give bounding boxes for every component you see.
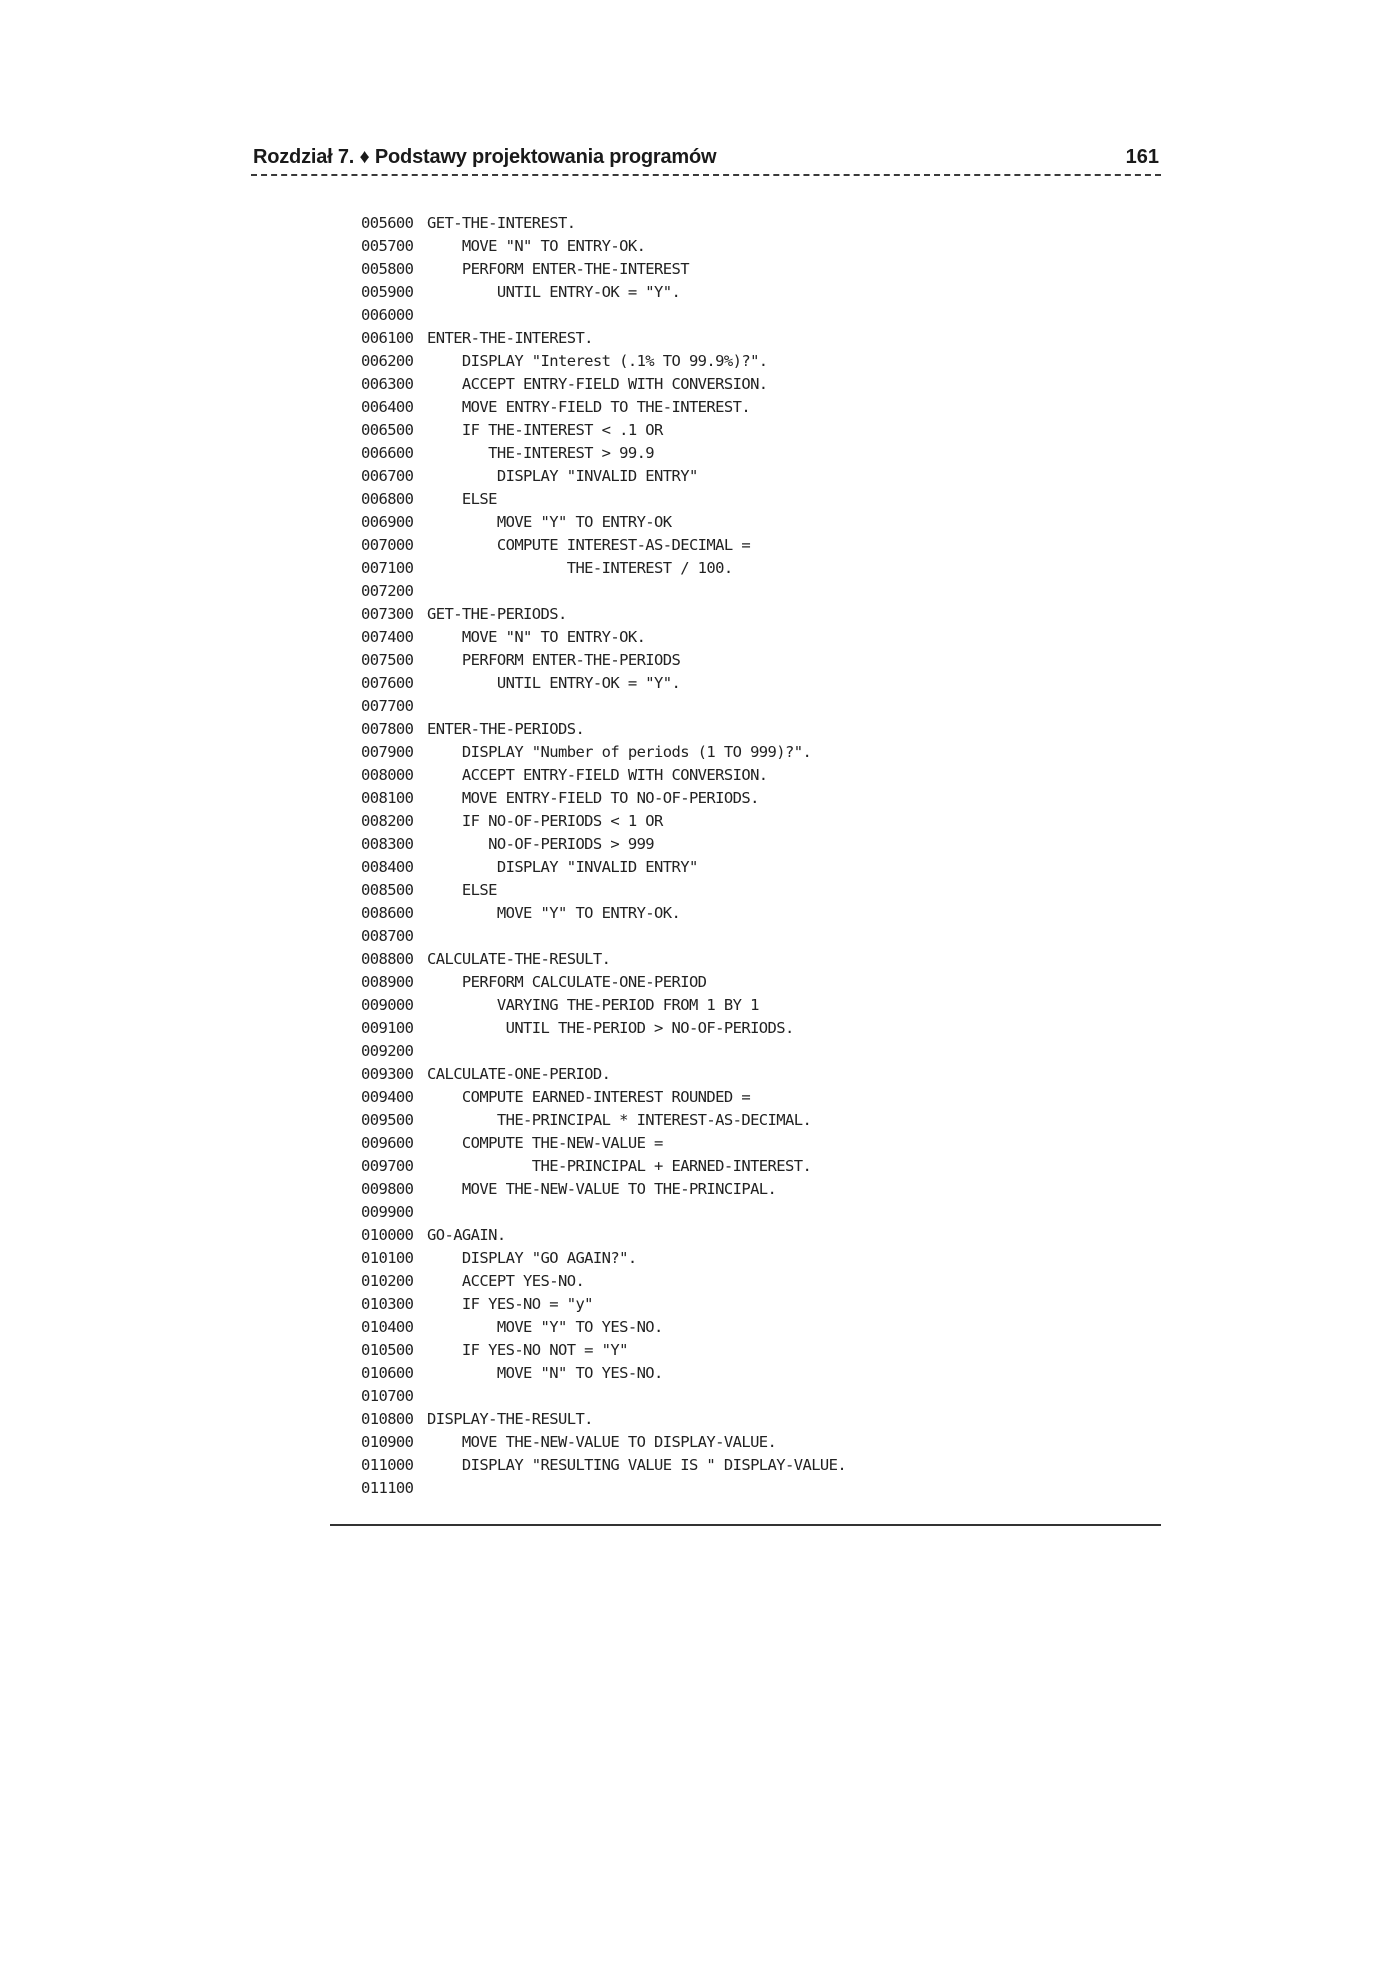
code-line [361, 396, 1141, 419]
line-code: NO-OF-PERIODS > 999 [427, 835, 655, 853]
line-number: 007700 [361, 697, 414, 715]
code-line [361, 1178, 1141, 1201]
line-number: 006800 [361, 490, 414, 508]
line-code: ACCEPT ENTRY-FIELD WITH CONVERSION. [427, 766, 768, 784]
line-number: 006500 [361, 421, 414, 439]
line-code: VARYING THE-PERIOD FROM 1 BY 1 [427, 996, 759, 1014]
code-line [361, 1477, 1141, 1500]
code-line [361, 557, 1141, 580]
code-line [361, 1155, 1141, 1178]
code-line [361, 1270, 1141, 1293]
line-number: 010700 [361, 1387, 414, 1405]
line-number: 008400 [361, 858, 414, 876]
line-code: UNTIL THE-PERIOD > NO-OF-PERIODS. [427, 1019, 794, 1037]
code-line [361, 810, 1141, 833]
line-code: ELSE [427, 490, 497, 508]
code-line [361, 580, 1141, 603]
line-number: 009000 [361, 996, 414, 1014]
code-line [361, 649, 1141, 672]
line-code: GET-THE-INTEREST. [427, 214, 576, 232]
code-line [361, 1224, 1141, 1247]
code-line [361, 603, 1141, 626]
line-code: COMPUTE EARNED-INTEREST ROUNDED = [427, 1088, 751, 1106]
code-line [361, 1431, 1141, 1454]
listing-bottom-rule [330, 1524, 1161, 1526]
code-line [361, 994, 1141, 1017]
line-number: 005600 [361, 214, 414, 232]
code-line [361, 281, 1141, 304]
line-number: 007000 [361, 536, 414, 554]
line-number: 008500 [361, 881, 414, 899]
line-number: 006200 [361, 352, 414, 370]
chapter-label: Rozdział 7. [253, 146, 355, 168]
line-number: 008800 [361, 950, 414, 968]
line-number: 010000 [361, 1226, 414, 1244]
line-number: 007500 [361, 651, 414, 669]
code-line [361, 1408, 1141, 1431]
line-number: 007400 [361, 628, 414, 646]
code-line [361, 1132, 1141, 1155]
line-number: 010300 [361, 1295, 414, 1313]
line-code: MOVE THE-NEW-VALUE TO DISPLAY-VALUE. [427, 1433, 777, 1451]
line-number: 009200 [361, 1042, 414, 1060]
line-number: 008100 [361, 789, 414, 807]
code-line [361, 304, 1141, 327]
line-number: 008200 [361, 812, 414, 830]
code-line [361, 373, 1141, 396]
code-line [361, 534, 1141, 557]
line-code: MOVE "N" TO ENTRY-OK. [427, 237, 646, 255]
code-line [361, 327, 1141, 350]
line-code: PERFORM ENTER-THE-PERIODS [427, 651, 681, 669]
line-number: 006600 [361, 444, 414, 462]
code-line [361, 212, 1141, 235]
code-listing [361, 212, 1141, 1500]
line-code: UNTIL ENTRY-OK = "Y". [427, 674, 681, 692]
code-line [361, 442, 1141, 465]
line-number: 010800 [361, 1410, 414, 1428]
code-line [361, 695, 1141, 718]
code-line [361, 672, 1141, 695]
chapter-title: Podstawy projektowania programów [374, 146, 717, 168]
code-line [361, 465, 1141, 488]
line-code: GET-THE-PERIODS. [427, 605, 567, 623]
code-line [361, 626, 1141, 649]
line-code: PERFORM ENTER-THE-INTEREST [427, 260, 689, 278]
line-code: THE-INTEREST / 100. [427, 559, 733, 577]
line-number: 009700 [361, 1157, 414, 1175]
code-line [361, 419, 1141, 442]
line-number: 010200 [361, 1272, 414, 1290]
line-number: 011000 [361, 1456, 414, 1474]
line-code: MOVE THE-NEW-VALUE TO THE-PRINCIPAL. [427, 1180, 777, 1198]
line-code: GO-AGAIN. [427, 1226, 506, 1244]
line-number: 009500 [361, 1111, 414, 1129]
line-number: 006900 [361, 513, 414, 531]
line-code: ACCEPT ENTRY-FIELD WITH CONVERSION. [427, 375, 768, 393]
line-code: DISPLAY "RESULTING VALUE IS " DISPLAY-VALUE. [427, 1456, 847, 1474]
line-code: UNTIL ENTRY-OK = "Y". [427, 283, 681, 301]
line-number: 008900 [361, 973, 414, 991]
line-code: MOVE "N" TO ENTRY-OK. [427, 628, 646, 646]
line-code: CALCULATE-ONE-PERIOD. [427, 1065, 611, 1083]
code-line [361, 1339, 1141, 1362]
code-line [361, 1385, 1141, 1408]
line-number: 010600 [361, 1364, 414, 1382]
code-line [361, 948, 1141, 971]
running-head [253, 146, 716, 169]
line-code: IF YES-NO NOT = "Y" [427, 1341, 628, 1359]
line-code: MOVE "Y" TO ENTRY-OK. [427, 904, 681, 922]
line-number: 010100 [361, 1249, 414, 1267]
line-number: 009800 [361, 1180, 414, 1198]
header-divider [251, 174, 1161, 176]
line-code: ACCEPT YES-NO. [427, 1272, 585, 1290]
code-line [361, 764, 1141, 787]
code-line [361, 488, 1141, 511]
code-line [361, 1109, 1141, 1132]
line-code: DISPLAY "Number of periods (1 TO 999)?". [427, 743, 812, 761]
line-code: DISPLAY "INVALID ENTRY" [427, 858, 698, 876]
code-line [361, 741, 1141, 764]
line-number: 006300 [361, 375, 414, 393]
code-line [361, 350, 1141, 373]
diamond-separator-icon: ♦ [359, 146, 370, 168]
line-code: ELSE [427, 881, 497, 899]
line-number: 007800 [361, 720, 414, 738]
line-number: 010400 [361, 1318, 414, 1336]
code-line [361, 235, 1141, 258]
code-line [361, 1454, 1141, 1477]
line-number: 011100 [361, 1479, 414, 1497]
line-code: THE-PRINCIPAL + EARNED-INTEREST. [427, 1157, 812, 1175]
line-number: 006400 [361, 398, 414, 416]
code-line [361, 1316, 1141, 1339]
line-number: 007100 [361, 559, 414, 577]
line-number: 006100 [361, 329, 414, 347]
line-number: 005700 [361, 237, 414, 255]
code-line [361, 1362, 1141, 1385]
code-line [361, 1063, 1141, 1086]
line-code: MOVE "Y" TO ENTRY-OK [427, 513, 672, 531]
line-code: COMPUTE THE-NEW-VALUE = [427, 1134, 663, 1152]
line-code: DISPLAY "INVALID ENTRY" [427, 467, 698, 485]
line-code: PERFORM CALCULATE-ONE-PERIOD [427, 973, 707, 991]
line-number: 007300 [361, 605, 414, 623]
code-line [361, 1293, 1141, 1316]
line-number: 007900 [361, 743, 414, 761]
line-number: 005800 [361, 260, 414, 278]
line-code: MOVE ENTRY-FIELD TO THE-INTEREST. [427, 398, 751, 416]
line-code: IF YES-NO = "y" [427, 1295, 593, 1313]
code-line [361, 787, 1141, 810]
page-number: 161 [1125, 146, 1159, 168]
code-line [361, 258, 1141, 281]
line-number: 007600 [361, 674, 414, 692]
code-line [361, 902, 1141, 925]
line-number: 010900 [361, 1433, 414, 1451]
line-number: 009100 [361, 1019, 414, 1037]
line-code: THE-PRINCIPAL * INTEREST-AS-DECIMAL. [427, 1111, 812, 1129]
line-code: IF NO-OF-PERIODS < 1 OR [427, 812, 663, 830]
line-code: DISPLAY-THE-RESULT. [427, 1410, 593, 1428]
line-number: 009300 [361, 1065, 414, 1083]
code-line [361, 1247, 1141, 1270]
line-number: 008000 [361, 766, 414, 784]
line-code: DISPLAY "GO AGAIN?". [427, 1249, 637, 1267]
code-line [361, 1017, 1141, 1040]
line-code: ENTER-THE-PERIODS. [427, 720, 585, 738]
line-number: 008700 [361, 927, 414, 945]
line-number: 008600 [361, 904, 414, 922]
code-line [361, 856, 1141, 879]
code-line [361, 1040, 1141, 1063]
line-code: MOVE ENTRY-FIELD TO NO-OF-PERIODS. [427, 789, 759, 807]
line-code: MOVE "Y" TO YES-NO. [427, 1318, 663, 1336]
line-code: IF THE-INTEREST < .1 OR [427, 421, 663, 439]
line-code: ENTER-THE-INTEREST. [427, 329, 593, 347]
line-code: MOVE "N" TO YES-NO. [427, 1364, 663, 1382]
line-number: 010500 [361, 1341, 414, 1359]
code-line [361, 1201, 1141, 1224]
code-line [361, 1086, 1141, 1109]
line-code: CALCULATE-THE-RESULT. [427, 950, 611, 968]
line-number: 006700 [361, 467, 414, 485]
code-line [361, 971, 1141, 994]
line-number: 005900 [361, 283, 414, 301]
line-number: 006000 [361, 306, 414, 324]
line-code: DISPLAY "Interest (.1% TO 99.9%)?". [427, 352, 768, 370]
line-number: 009900 [361, 1203, 414, 1221]
code-line [361, 879, 1141, 902]
code-line [361, 833, 1141, 856]
line-number: 009600 [361, 1134, 414, 1152]
code-line [361, 925, 1141, 948]
line-number: 007200 [361, 582, 414, 600]
line-code: THE-INTEREST > 99.9 [427, 444, 655, 462]
line-code: COMPUTE INTEREST-AS-DECIMAL = [427, 536, 751, 554]
code-line [361, 718, 1141, 741]
code-line [361, 511, 1141, 534]
line-number: 009400 [361, 1088, 414, 1106]
line-number: 008300 [361, 835, 414, 853]
